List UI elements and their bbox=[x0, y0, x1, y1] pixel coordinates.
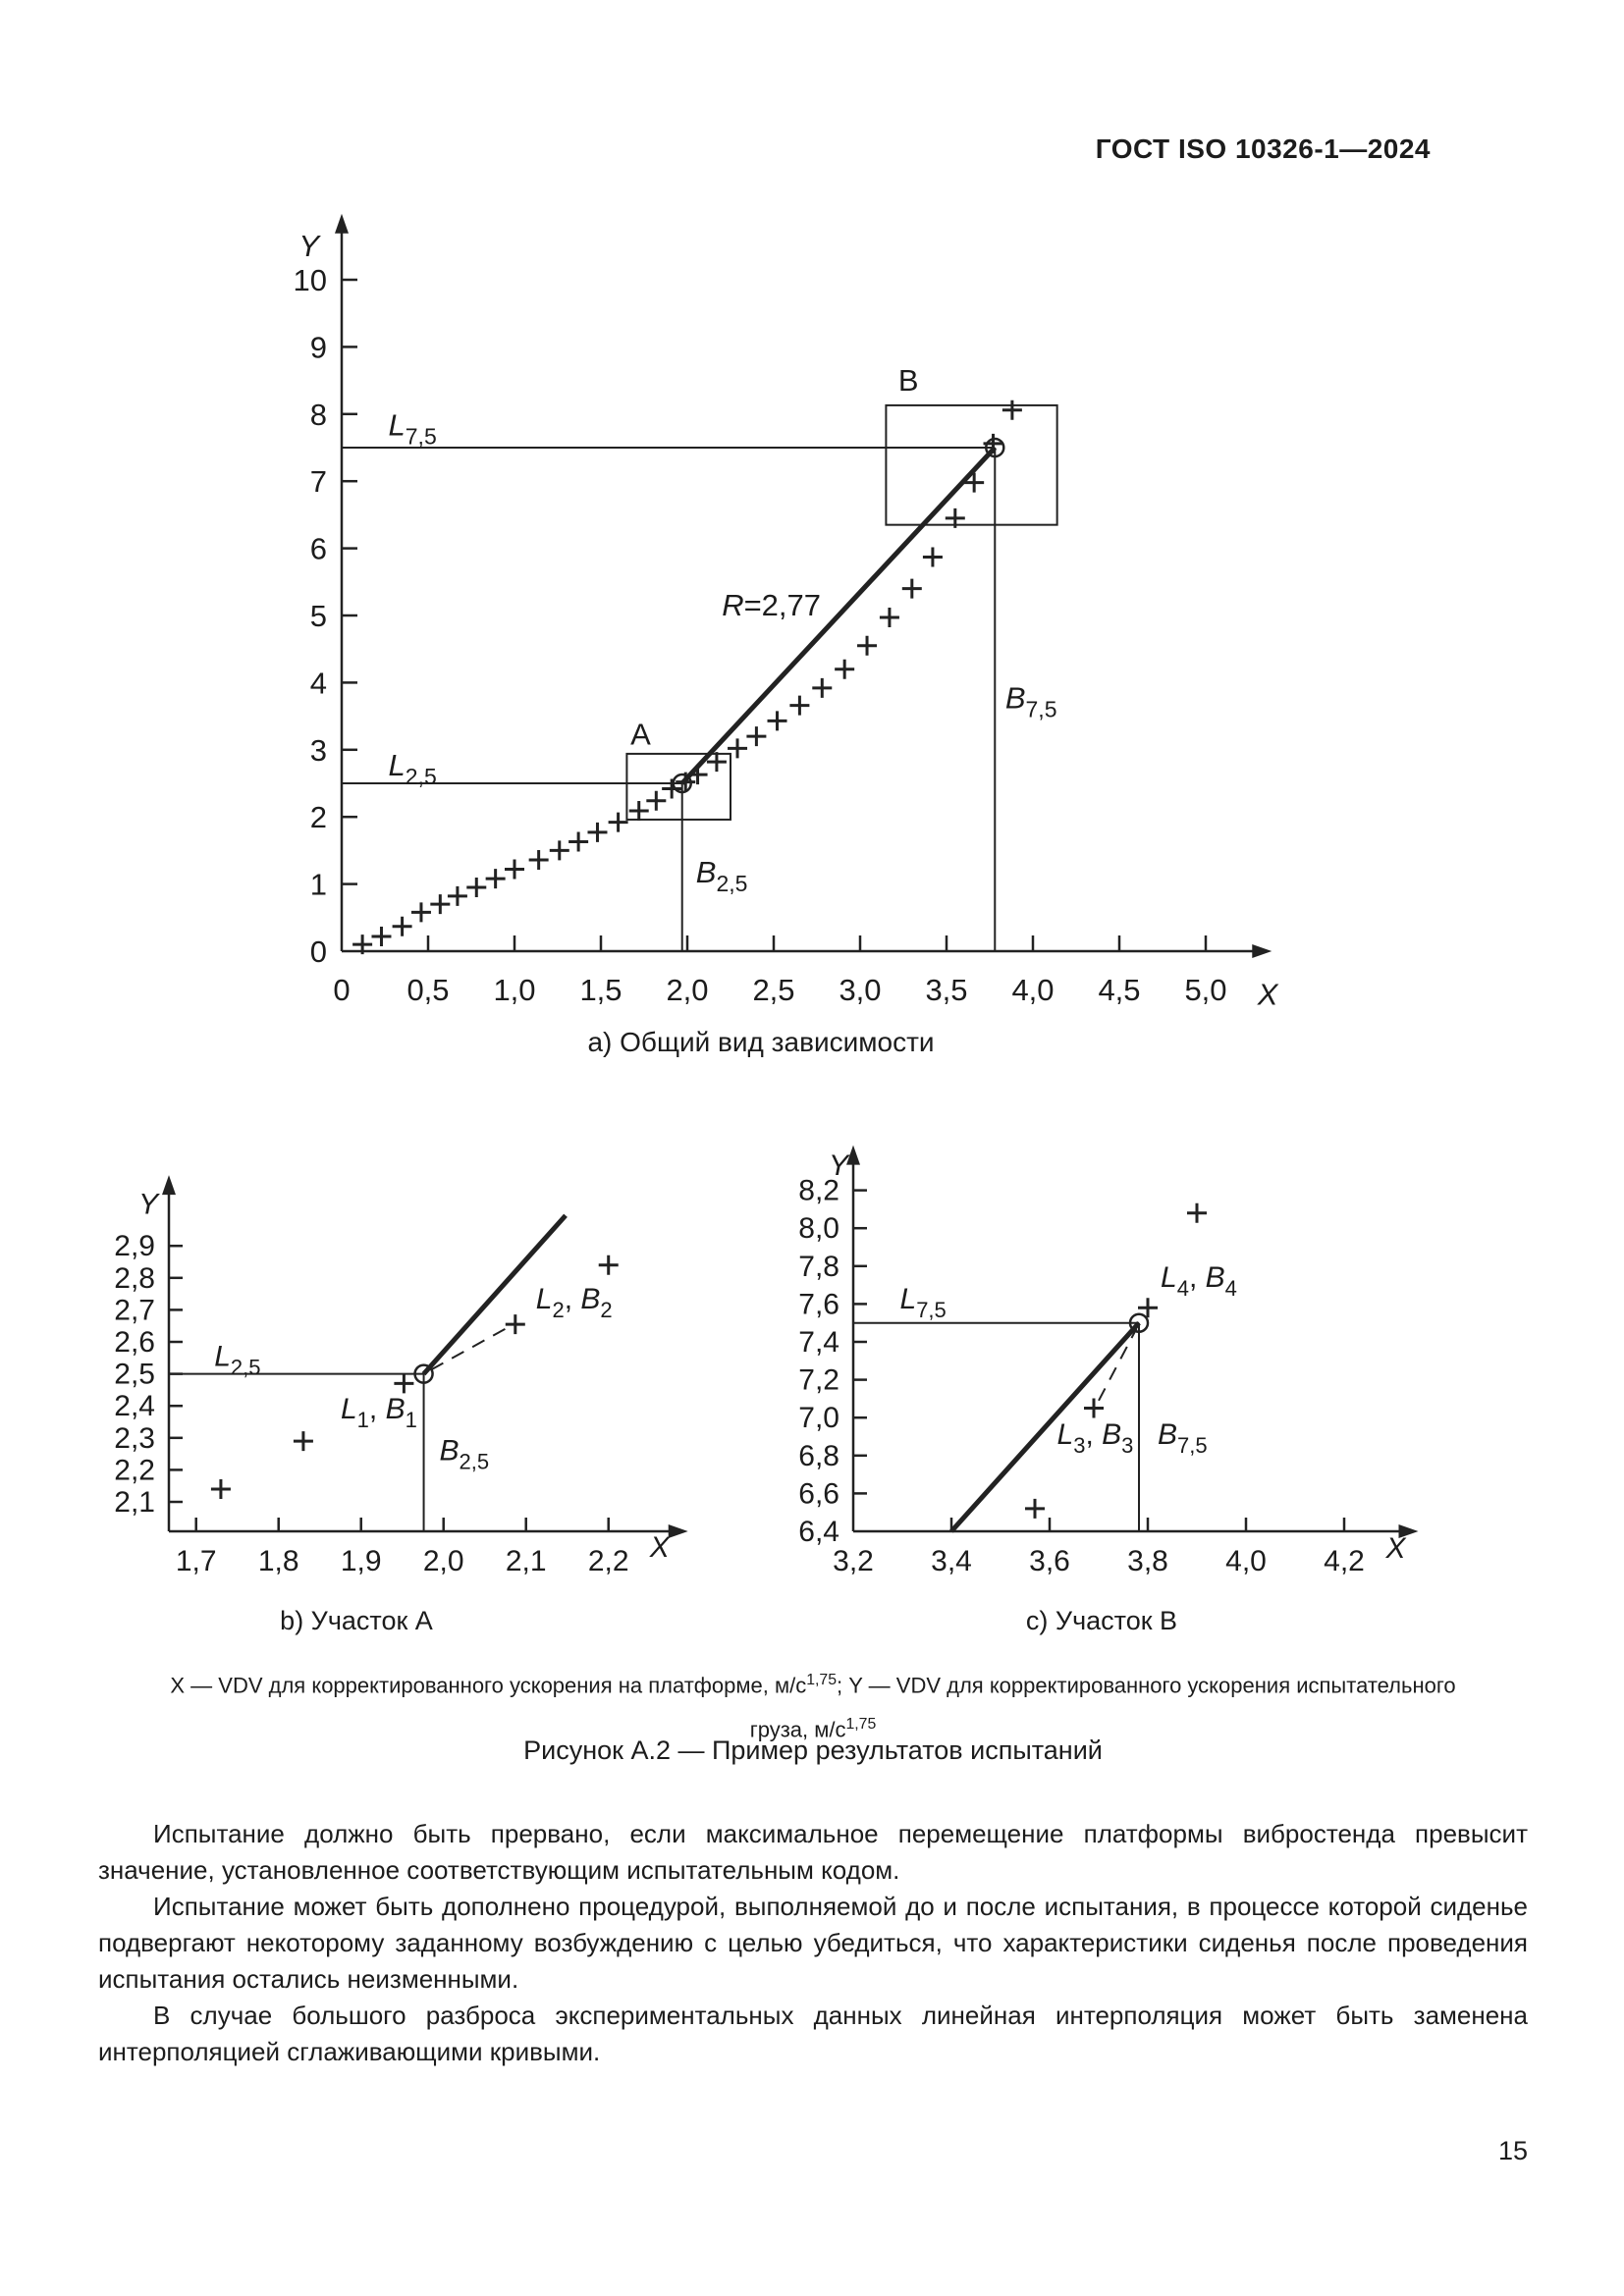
chart-section-a bbox=[93, 1163, 731, 1644]
svg-text:0: 0 bbox=[333, 973, 351, 1007]
paragraph-3: В случае большого разброса экспериментальных данных линейная интерполяция может быть заменена интерполяцией сглаживающими кривыми. bbox=[98, 2001, 1528, 2066]
data-points bbox=[1025, 1203, 1207, 1519]
tick-marks bbox=[853, 1191, 1344, 1531]
chart-section-b bbox=[771, 1144, 1438, 1644]
svg-text:B: B bbox=[897, 362, 919, 398]
svg-text:B2,5: $B_{2,5}$ bbox=[695, 855, 748, 897]
svg-text:1,5: 1,5 bbox=[579, 973, 623, 1007]
svg-text:2,0: 2,0 bbox=[666, 973, 709, 1007]
svg-text:7: 7 bbox=[309, 464, 327, 500]
annotations bbox=[298, 229, 1278, 1011]
svg-text:2,7: 2,7 bbox=[114, 1294, 155, 1327]
svg-text:2,1: 2,1 bbox=[505, 1545, 547, 1577]
caption-chart-a: а) Общий вид зависимости bbox=[587, 1027, 935, 1057]
svg-text:3,5: 3,5 bbox=[925, 973, 968, 1007]
svg-text:8: 8 bbox=[309, 397, 327, 432]
svg-text:6,4: 6,4 bbox=[798, 1516, 839, 1548]
body-text bbox=[98, 1816, 1528, 2070]
svg-text:6: 6 bbox=[309, 531, 327, 566]
svg-text:7,8: 7,8 bbox=[798, 1250, 839, 1283]
svg-text:2,6: 2,6 bbox=[114, 1326, 155, 1360]
svg-text:7,4: 7,4 bbox=[798, 1326, 839, 1359]
reference-and-regression-lines bbox=[169, 1215, 566, 1531]
svg-text:X: X bbox=[1257, 977, 1278, 1011]
svg-text:2,9: 2,9 bbox=[114, 1230, 155, 1263]
tick-labels bbox=[798, 1175, 1365, 1577]
svg-text:L2,5: $L_{2,5}$ bbox=[388, 747, 437, 789]
svg-text:7,0: 7,0 bbox=[798, 1402, 839, 1435]
caption-chart-c: c) Участок В bbox=[1025, 1606, 1178, 1635]
svg-text:X: X bbox=[1385, 1532, 1406, 1566]
chart-overall-dependence bbox=[216, 206, 1306, 1011]
svg-text:3,8: 3,8 bbox=[1127, 1545, 1168, 1577]
svg-text:9: 9 bbox=[309, 330, 327, 365]
footnote-line-2: груза, $м/с^{1,75}$ bbox=[749, 1716, 877, 1742]
svg-text:2,0: 2,0 bbox=[422, 1545, 464, 1577]
data-points bbox=[352, 400, 1022, 954]
svg-text:1,7: 1,7 bbox=[175, 1545, 217, 1577]
svg-text:2,5: 2,5 bbox=[114, 1358, 155, 1391]
tick-labels bbox=[294, 263, 1227, 1007]
svg-text:2,1: 2,1 bbox=[114, 1486, 155, 1520]
svg-text:4,0: 4,0 bbox=[1225, 1545, 1267, 1577]
svg-text:3: 3 bbox=[309, 732, 327, 768]
svg-text:X: X bbox=[649, 1531, 670, 1565]
svg-text:0: 0 bbox=[309, 934, 327, 969]
svg-text:B2,5: $B_{2,5}$ bbox=[439, 1434, 490, 1474]
figure-caption: Рисунок А.2 — Пример результатов испытаний bbox=[523, 1735, 1103, 1765]
svg-text:6,6: 6,6 bbox=[798, 1477, 839, 1511]
svg-text:4,5: 4,5 bbox=[1098, 973, 1141, 1007]
paragraph-2: Испытание может быть дополнено процедурой, выполняемой до и после испытания, в процессе которой сиденье подвергают некоторому заданному возбуждению с целью убедиться, что характеристики сиденья после проведения испытания остались неизменными. bbox=[98, 1892, 1528, 1994]
svg-text:2,8: 2,8 bbox=[114, 1261, 155, 1295]
svg-text:3,6: 3,6 bbox=[1029, 1545, 1070, 1577]
svg-text:5: 5 bbox=[309, 599, 327, 633]
svg-text:3,0: 3,0 bbox=[839, 973, 882, 1007]
svg-text:Y: Y bbox=[138, 1188, 159, 1221]
svg-text:2,2: 2,2 bbox=[587, 1545, 629, 1577]
svg-text:4: 4 bbox=[309, 666, 327, 701]
zoom-region-rect bbox=[886, 405, 1056, 525]
document-header: ГОСТ ISO 10326-1—2024 bbox=[1095, 133, 1431, 164]
svg-text:1: 1 bbox=[309, 867, 327, 902]
svg-text:2,5: 2,5 bbox=[752, 973, 795, 1007]
svg-text:1,9: 1,9 bbox=[340, 1545, 382, 1577]
svg-text:10: 10 bbox=[293, 263, 327, 297]
svg-text:A: A bbox=[630, 717, 651, 752]
svg-text:L3, B3: $L_3$, $B_3$ bbox=[1056, 1418, 1134, 1459]
svg-text:B7,5: $B_{7,5}$ bbox=[1158, 1418, 1208, 1459]
svg-text:Y: Y bbox=[828, 1149, 848, 1183]
exponent: 1,75 bbox=[845, 1716, 877, 1734]
svg-text:8,0: 8,0 bbox=[798, 1212, 839, 1246]
svg-text:6,8: 6,8 bbox=[798, 1439, 839, 1472]
svg-text:L4, B4: $L_4$, $B_4$ bbox=[1161, 1261, 1237, 1302]
svg-text:Y: Y bbox=[298, 229, 320, 264]
svg-text:L7,5: $L_{7,5}$ bbox=[899, 1283, 947, 1323]
svg-text:0,5: 0,5 bbox=[406, 973, 450, 1007]
svg-text:2,4: 2,4 bbox=[114, 1390, 155, 1423]
reference-and-regression-lines bbox=[342, 448, 995, 951]
svg-text:1,0: 1,0 bbox=[493, 973, 536, 1007]
svg-text:4,2: 4,2 bbox=[1324, 1545, 1365, 1577]
svg-text:2: 2 bbox=[309, 800, 327, 835]
annotations bbox=[829, 1149, 1407, 1565]
caption-chart-b: b) Участок А bbox=[280, 1606, 433, 1635]
svg-text:L7,5: $L_{7,5}$ bbox=[388, 407, 437, 450]
svg-text:B7,5: $B_{7,5}$ bbox=[1004, 680, 1057, 722]
svg-text:5,0: 5,0 bbox=[1184, 973, 1227, 1007]
svg-text:L2, B2: $L_2$, $B_2$ bbox=[535, 1282, 613, 1322]
svg-text:1,8: 1,8 bbox=[257, 1545, 299, 1577]
page-number: 15 bbox=[1497, 2136, 1528, 2165]
svg-text:7,2: 7,2 bbox=[798, 1363, 839, 1397]
footnote-line-1: X — VDV для корректированного ускорения на платформе, $м/с^{1,75}$; Y — VDV для корректированного ускорения испытательного bbox=[170, 1672, 1456, 1698]
svg-text:8,2: 8,2 bbox=[798, 1174, 839, 1207]
svg-text:R=2,77: R=2,77 bbox=[722, 588, 822, 622]
svg-text:L2,5: $L_{2,5}$ bbox=[214, 1340, 261, 1380]
svg-text:L1, B1: $L_1$, $B_1$ bbox=[340, 1393, 417, 1433]
svg-text:3,2: 3,2 bbox=[833, 1545, 874, 1577]
svg-text:4,0: 4,0 bbox=[1011, 973, 1055, 1007]
svg-text:2,3: 2,3 bbox=[114, 1421, 155, 1455]
exponent: 1,75 bbox=[806, 1672, 838, 1688]
svg-text:3,4: 3,4 bbox=[931, 1545, 972, 1577]
paragraph-1: Испытание должно быть прервано, если максимальное перемещение платформы вибростенда превысит значение, установленное соответствующим испытательным кодом. bbox=[98, 1819, 1528, 1885]
svg-text:7,6: 7,6 bbox=[798, 1288, 839, 1321]
svg-text:2,2: 2,2 bbox=[114, 1454, 155, 1487]
